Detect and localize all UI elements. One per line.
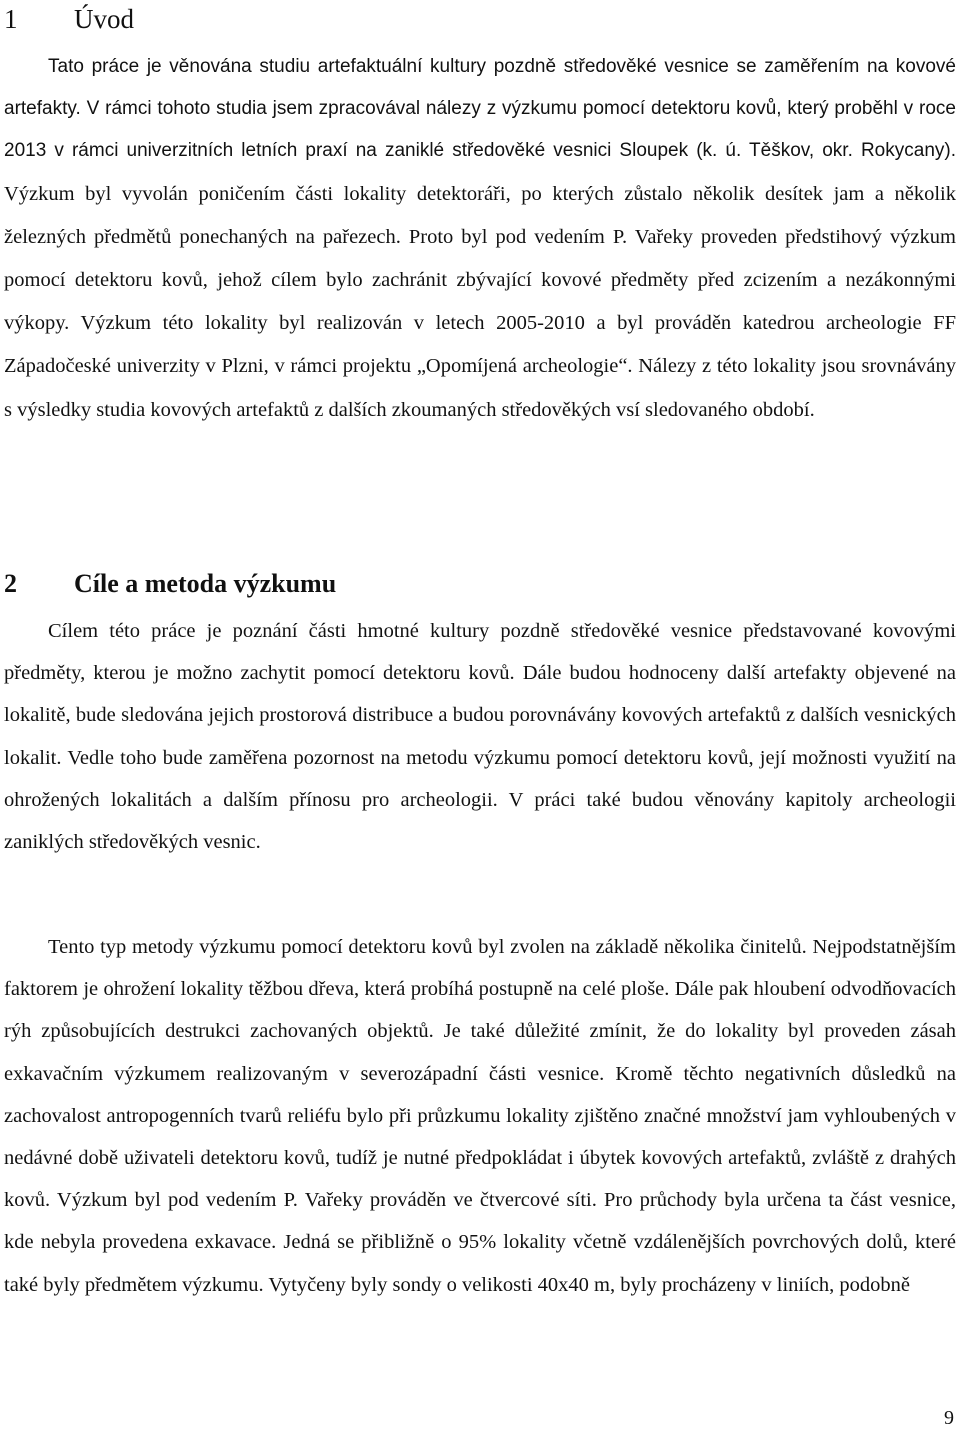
- paragraph: [4, 926, 956, 1306]
- page-number: 9: [944, 1407, 954, 1429]
- section-number: 2: [4, 569, 17, 598]
- paragraph-text: Tento typ metody výzkumu pomocí detektoru kovů byl zvolen na základě několika činitelů. Nejpodstatnějším faktorem je ohrožení lokality těžbou dřeva, která probíhá postupně na celé ploše. Dále pak hloubení odvodňovacích rýh způsobujících destrukci zachovaných objektů. Je také důležité zmínit, že do lokality byl proveden zásah exkavačním výzkumem realizovaným v severozápadní části vesnice. Kromě těchto negativních důsledků na zachovalost antropogenních tvarů reliéfu bylo při průzkumu lokality zjištěno značné množství jam vyhloubených v nedávné době uživateli detektoru kovů, tudíž je nutné předpokládat i úbytek kovových artefaktů, zvláště z drahých kovů. Výzkum byl pod vedením P. Vařeky prováděn ve čtvercové síti. Pro průchody byla určena ta část vesnice, kde nebyla provedena exkavace. Jedná se přibližně o 95% lokality včetně vzdálenějších povrchových dolů, které také byly předmětem výzkumu. Vytyčeny byly sondy o velikosti 40x40 m, byly procházeny v liniích, podobně: [4, 936, 956, 1296]
- paragraph: [4, 610, 956, 863]
- section-heading-1: [4, 4, 134, 34]
- paragraph-text: Cílem této práce je poznání části hmotné kultury pozdně středověké vesnice představované kovovými předměty, kterou je možno zachytit pomocí detektoru kovů. Dále budou hodnoceny další artefakty objevené na lokalitě, bude sledována jejich prostorová distribuce a budou porovnávány kovových artefaktů z dalších vesnických lokalit. Vedle toho bude zaměřena pozornost na metodu výzkumu pomocí detektoru kovů, její možnosti využití na ohrožených lokalitách a dalším přínosu pro archeologii. V práci také budou věnovány kapitoly archeologii zaniklých středověkých vesnic.: [4, 620, 956, 854]
- section-number: 1: [4, 4, 18, 34]
- section-title: Cíle a metoda výzkumu: [74, 569, 337, 598]
- paragraph: [4, 46, 956, 432]
- section-title: Úvod: [74, 4, 134, 34]
- section-heading-2: [4, 569, 336, 599]
- paragraph-text: Výzkum této lokality byl realizován v letech 2005-2010 a byl prováděn katedrou archeologie FF Západočeské univerzity v Plzni, v rámci projektu „Opomíjená archeologie“. Nálezy z této lokality jsou srovnávány s výsledky studia kovových artefaktů z dalších zkoumaných středověkých vsí sledovaného období.: [4, 312, 956, 421]
- paragraph-text: Výzkum byl vyvolán poničením části lokality detektoráři, po kterých zůstalo několik desítek jam a několik železných předmětů ponechaných na pařezech. Proto byl pod vedením P. Vařeky proveden předstihový výzkum pomocí detektoru kovů, jehož cílem bylo zachránit zbývající kovové předměty před zcizením a nezákonnými výkopy.: [4, 182, 956, 335]
- paragraph-text: Tato práce je věnována studiu artefaktuální kultury pozdně středověké vesnice se zaměřením na kovové artefakty. V rámci tohoto studia jsem zpracovával nálezy z výzkumu pomocí detektoru kovů, který proběhl v roce 2013 v rámci univerzitních letních praxí na zaniklé středověké vesnici Sloupek (k. ú. Těškov, okr. Rokycany).: [4, 56, 956, 162]
